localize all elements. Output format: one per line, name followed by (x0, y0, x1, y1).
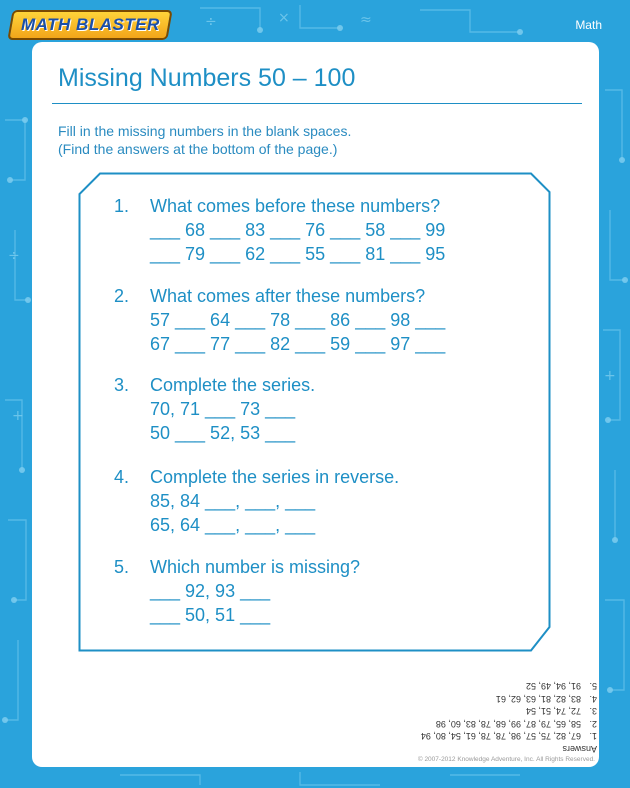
answer-line[interactable]: 70, 71 ___ 73 ___ (150, 399, 296, 419)
answer-row (382, 705, 597, 718)
answer-text: 83, 82, 81, 63, 62, 61 (495, 694, 581, 704)
question-number: 1. (114, 196, 130, 216)
question-text: Complete the series. (150, 375, 316, 395)
question-number: 2. (114, 286, 130, 306)
question-number: 3. (114, 375, 130, 395)
question-number: 5. (114, 557, 130, 577)
answer-text: 58, 65, 79, 87, 99, 68, 78, 83, 60, 98 (435, 719, 581, 729)
instruction-line: (Find the answers at the bottom of the page.) (58, 141, 338, 157)
answer-number: 4. (589, 694, 597, 704)
instructions (58, 122, 351, 158)
question-text: What comes before these numbers? (150, 196, 441, 216)
answer-key-upside-down (382, 655, 597, 755)
answer-row (382, 680, 597, 693)
instruction-line: Fill in the missing numbers in the blank spaces. (58, 123, 352, 139)
svg-text:÷: ÷ (8, 248, 20, 264)
answer-text: 72, 74, 51, 54 (525, 706, 581, 717)
page-title: Missing Numbers 50 – 100 (58, 64, 356, 92)
answer-number: 2. (589, 719, 597, 729)
subject-tag: Math (575, 18, 602, 32)
svg-text:÷: ÷ (205, 14, 217, 30)
question-text: Which number is missing? (150, 557, 361, 577)
title-divider (52, 103, 582, 104)
answer-row (382, 693, 597, 706)
copyright: © 2007-2012 Knowledge Adventure, Inc. All Rights Reserved. (417, 756, 595, 763)
svg-text:+: + (12, 408, 24, 424)
answer-line[interactable]: 50 ___ 52, 53 ___ (150, 423, 296, 443)
answer-line[interactable]: 85, 84 ___, ___, ___ (150, 491, 316, 511)
question-text: Complete the series in reverse. (150, 467, 400, 487)
answers-heading: Answers (562, 744, 597, 754)
questions-box (78, 172, 551, 652)
question-text: What comes after these numbers? (150, 286, 426, 306)
question-number: 4. (114, 467, 130, 487)
worksheet-page (32, 42, 599, 767)
answer-row (382, 718, 597, 731)
answer-line[interactable]: 57 ___ 64 ___ 78 ___ 86 ___ 98 ___ (150, 310, 446, 330)
answer-row (382, 730, 597, 743)
answer-line[interactable]: ___ 68 ___ 83 ___ 76 ___ 58 ___ 99 (150, 220, 446, 240)
answer-line[interactable]: 65, 64 ___, ___, ___ (150, 515, 316, 535)
answer-line[interactable]: ___ 79 ___ 62 ___ 55 ___ 81 ___ 95 (150, 244, 446, 264)
answer-line[interactable]: 67 ___ 77 ___ 82 ___ 59 ___ 97 ___ (150, 334, 446, 354)
svg-text:×: × (278, 10, 290, 26)
answer-number: 3. (589, 706, 597, 717)
svg-text:+: + (604, 368, 616, 384)
svg-text:≈: ≈ (360, 12, 372, 28)
logo-text: MATH BLASTER (20, 15, 160, 34)
math-blaster-logo[interactable] (7, 10, 172, 40)
answer-text: 91, 94, 49, 52 (525, 681, 581, 692)
answer-text: 67, 82, 75, 57, 98, 78, 78, 61, 54, 80, 94 (420, 731, 581, 742)
answer-line[interactable]: ___ 92, 93 ___ (150, 581, 271, 601)
answer-number: 5. (589, 681, 597, 692)
answer-number: 1. (589, 731, 597, 742)
answer-line[interactable]: ___ 50, 51 ___ (150, 605, 271, 625)
